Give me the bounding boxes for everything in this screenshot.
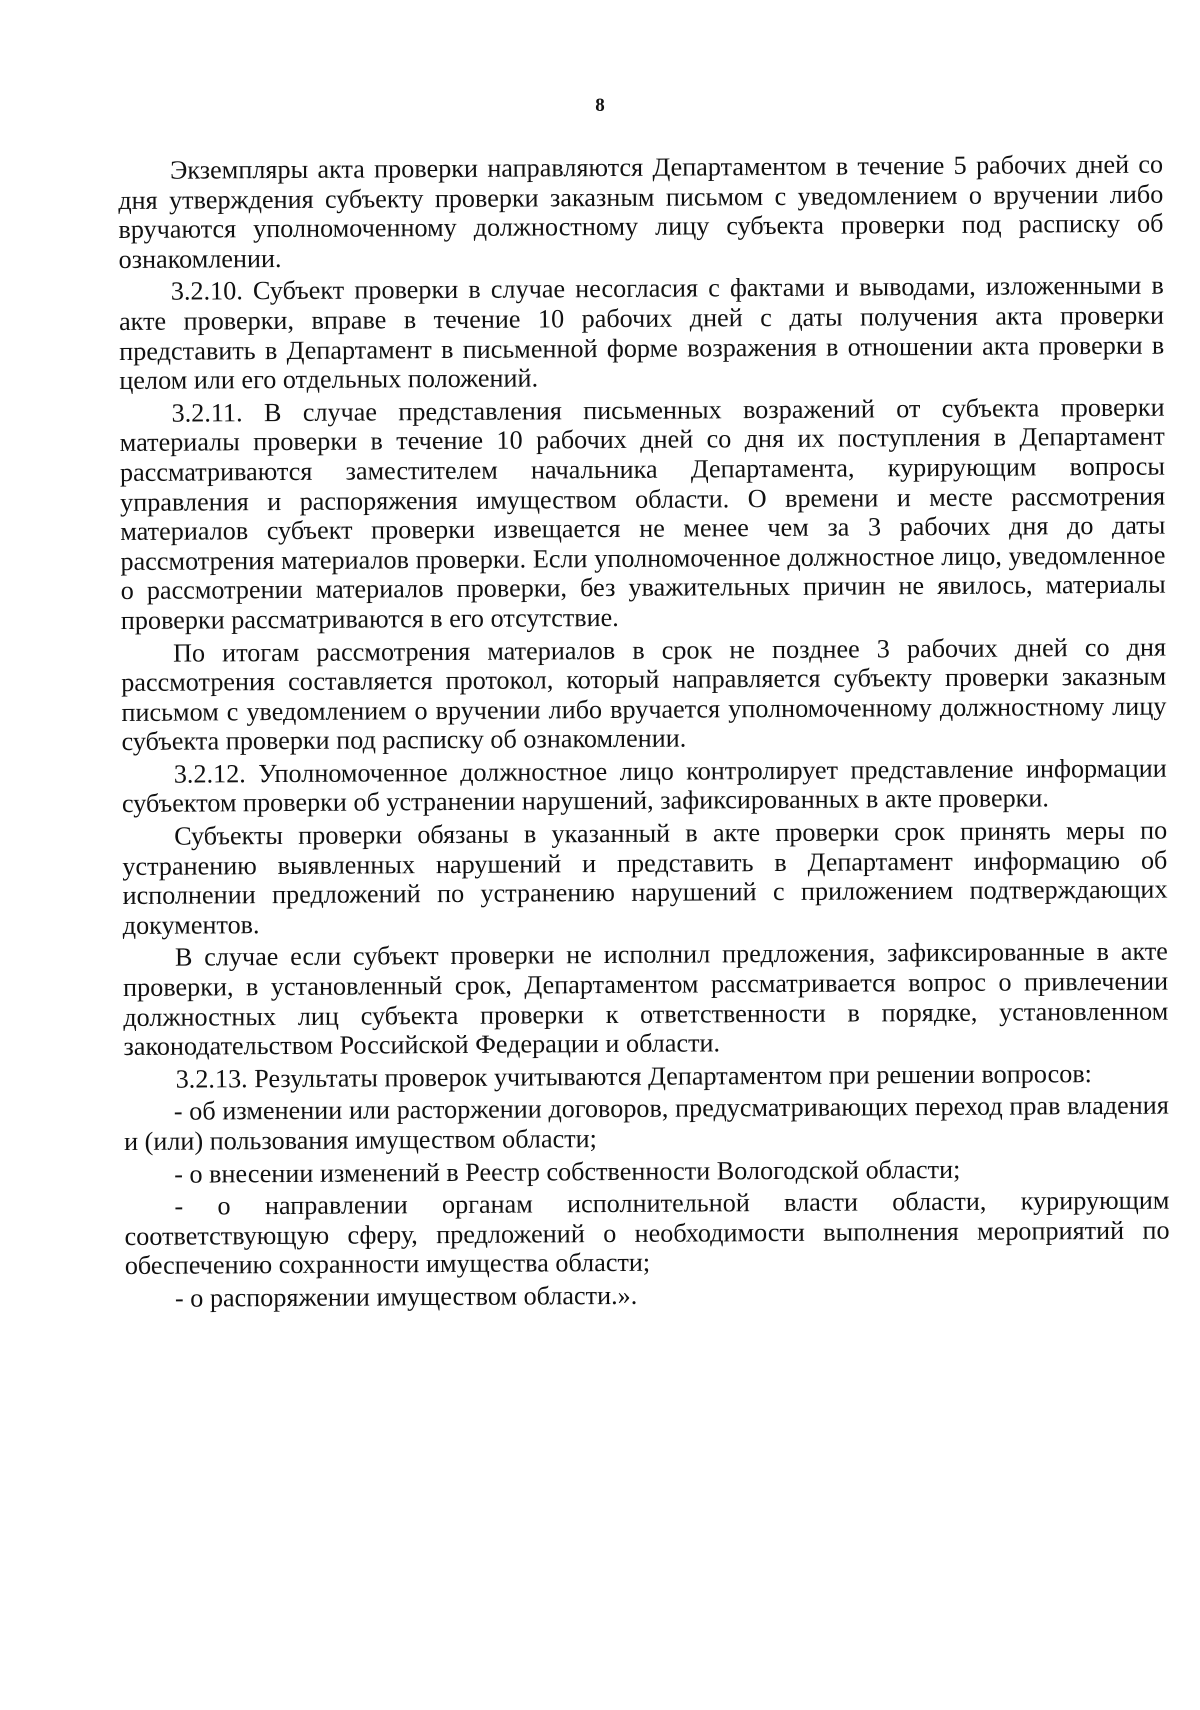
document-body [118, 150, 1170, 1317]
list-item-disposal: - о распоряжении имуществом области.». [174, 1280, 638, 1313]
list-item-contracts: - об изменении или расторжении договоров, предусматривающих переход прав владения и (или) пользования имуществом области; [123, 1091, 1169, 1156]
paragraph-3-2-10: 3.2.10. Субъект проверки в случае несогласия с фактами и выводами, изложенными в акте проверки, вправе в течение 10 рабочих дней с даты получения акта проверки представить в Департамент в письменной форме возражения в отношении акта проверки в целом или его отдельных положений. [118, 270, 1165, 396]
paragraph-obligations: Субъекты проверки обязаны в указанный в акте проверки срок принять меры по устранению выявленных нарушений и представить в Департамент информацию об исполнении предложений по устранению нарушений с приложением подтверждающих документов. [122, 815, 1168, 940]
paragraph-protocol: По итогам рассмотрения материалов в срок не позднее 3 рабочих дней со дня рассмотрения составляется протокол, который направляется субъекту проверки заказным письмом с уведомлением о вручении либо вручается уполномоченному должностному лицу субъекта проверки под расписку об ознакомлении. [121, 632, 1167, 757]
paragraph-non-compliance: В случае если субъект проверки не исполнил предложения, зафиксированные в акте проверки, в установленный срок, Департаментом рассматривается вопрос о привлечении должностных лиц субъекта проверки к ответственности в порядке, установленном законодательством Российской Федерации и области. [122, 937, 1169, 1062]
list-item-registry: - о внесении изменений в Реестр собственности Вологодской области; [174, 1154, 961, 1189]
list-item-authorities: - о направлении органам исполнительной власти области, курирующим соответствующую сферу, предложений о необходимости выполнения мероприятий по обеспечению сохранности имущества области; [124, 1185, 1170, 1281]
paragraph-3-2-11: 3.2.11. В случае представления письменных возражений от субъекта проверки материалы проверки в течение 10 рабочих дней со дня их поступления в Департамент рассматриваются заместителем начальника Департамента, курирующим вопросы управления и распоряжения имуществом области. О времени и месте рассмотрения материалов субъект проверки извещается не менее чем за 3 рабочих дня до даты рассмотрения материалов проверки. Если уполномоченное должностное лицо, уведомленное о рассмотрении материалов проверки, без уважительных причин не явилось, материалы проверки рассматриваются в его отсутствие. [119, 392, 1166, 635]
paragraph-3-2-13: 3.2.13. Результаты проверок учитываются Департаментом при решении вопросов: [175, 1058, 1092, 1094]
page-number: 8 [595, 95, 605, 116]
paragraph-3-2-12: 3.2.12. Уполномоченное должностное лицо контролирует представление информации субъектом проверки об устранении нарушений, зафиксированных в акте проверки. [121, 753, 1167, 819]
paragraph-act-copies: Экземпляры акта проверки направляются Департаментом в течение 5 рабочих дней со дня утверждения субъекту проверки заказным письмом с уведомлением о вручении либо вручаются уполномоченному должностному лицу субъекта проверки под расписку об ознакомлении. [118, 149, 1164, 274]
